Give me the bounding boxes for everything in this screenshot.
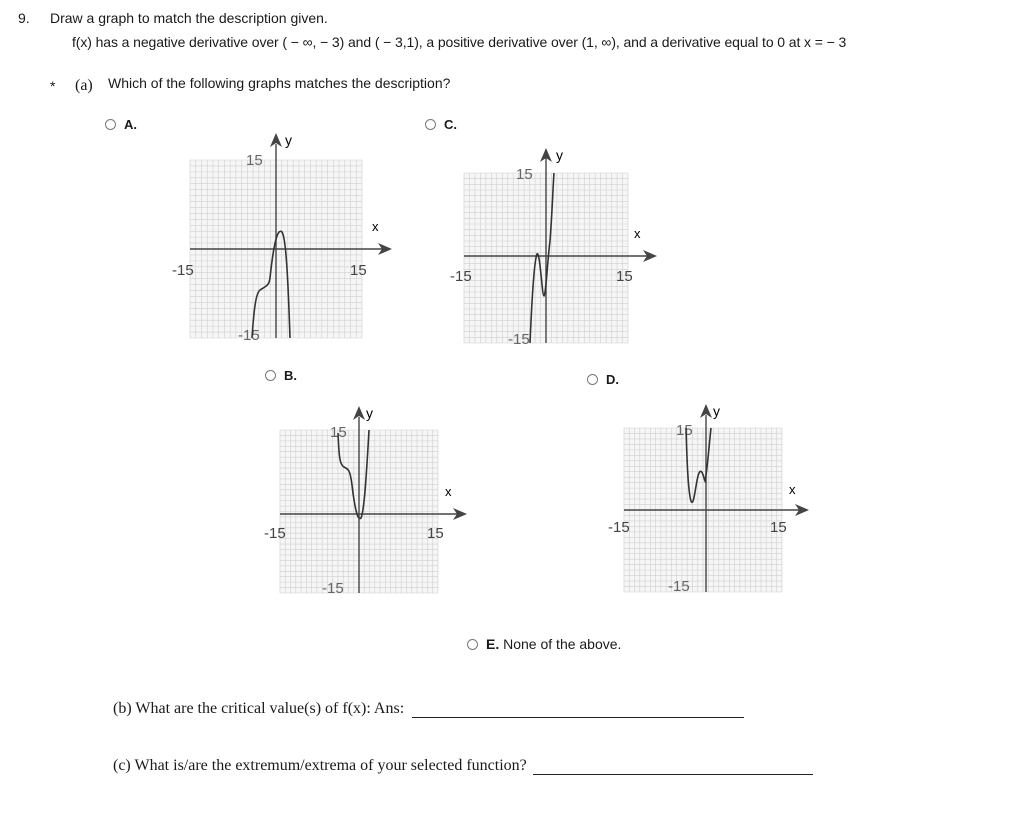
option-a[interactable] xyxy=(105,117,137,132)
option-b-radio[interactable] xyxy=(265,370,276,381)
option-b[interactable] xyxy=(265,368,297,383)
question-title: Draw a graph to match the description given. xyxy=(50,10,328,26)
option-a-radio[interactable] xyxy=(105,119,116,130)
option-c-label: C. xyxy=(444,117,457,132)
graph-b-xmin-label: -15 xyxy=(264,525,286,542)
graph-c xyxy=(446,146,666,346)
graph-b-y-label: y xyxy=(366,405,373,421)
option-d-label: D. xyxy=(606,372,619,387)
part-c xyxy=(113,757,813,775)
part-a-prompt: Which of the following graphs matches the description? xyxy=(108,75,451,91)
required-marker: * xyxy=(50,78,56,94)
graph-c-y-label: y xyxy=(556,147,563,163)
question-number: 9. xyxy=(18,10,30,26)
part-a-label: (a) xyxy=(75,77,93,94)
graph-a-ymin-label: -15 xyxy=(238,327,260,343)
graph-a-xmin-label: -15 xyxy=(172,262,194,279)
option-e-radio[interactable] xyxy=(467,639,478,650)
option-e-text: None of the above. xyxy=(503,636,622,652)
graph-b-x-label: x xyxy=(445,484,452,499)
question-description: f(x) has a negative derivative over ( − ∞, − 3) and ( − 3,1), a positive derivative over (1, ∞), and a derivative equal to 0 at x = − 3 xyxy=(72,34,847,50)
option-d[interactable] xyxy=(587,372,619,387)
graph-d xyxy=(606,401,826,601)
option-e[interactable] xyxy=(467,636,621,652)
part-b xyxy=(113,700,744,718)
graph-d-ymin-label: -15 xyxy=(668,578,690,595)
graph-a-x-label: x xyxy=(372,219,379,234)
graph-c-xmax-label: 15 xyxy=(616,268,633,285)
option-d-radio[interactable] xyxy=(587,374,598,385)
graph-c-xmin-label: -15 xyxy=(450,268,472,285)
part-c-prompt: (c) What is/are the extremum/extrema of your selected function? xyxy=(113,757,527,774)
graph-a xyxy=(170,128,400,343)
graph-d-x-label: x xyxy=(789,482,796,497)
part-b-answer-blank[interactable] xyxy=(412,701,744,718)
part-b-prompt: (b) What are the critical value(s) of f(x): Ans: xyxy=(113,700,405,717)
graph-c-ymax-label: 15 xyxy=(516,166,533,183)
part-c-answer-blank[interactable] xyxy=(533,758,813,775)
graph-d-ymax-label: 15 xyxy=(676,422,693,439)
graph-d-xmin-label: -15 xyxy=(608,519,630,536)
graph-d-xmax-label: 15 xyxy=(770,519,787,536)
graph-d-y-label: y xyxy=(713,403,720,419)
graph-a-y-label: y xyxy=(285,132,292,148)
graph-b-xmax-label: 15 xyxy=(427,525,444,542)
option-c-radio[interactable] xyxy=(425,119,436,130)
graph-b xyxy=(262,403,482,603)
option-e-letter: E. xyxy=(486,636,500,652)
graph-b-ymax-label: 15 xyxy=(330,424,347,441)
option-b-label: B. xyxy=(284,368,297,383)
graph-a-ymax-label: 15 xyxy=(246,152,263,169)
graph-a-xmax-label: 15 xyxy=(350,262,367,279)
graph-c-ymin-label: -15 xyxy=(508,331,530,346)
graph-b-ymin-label: -15 xyxy=(322,580,344,597)
option-c[interactable] xyxy=(425,117,457,132)
graph-c-x-label: x xyxy=(634,226,641,241)
option-a-label: A. xyxy=(124,117,137,132)
